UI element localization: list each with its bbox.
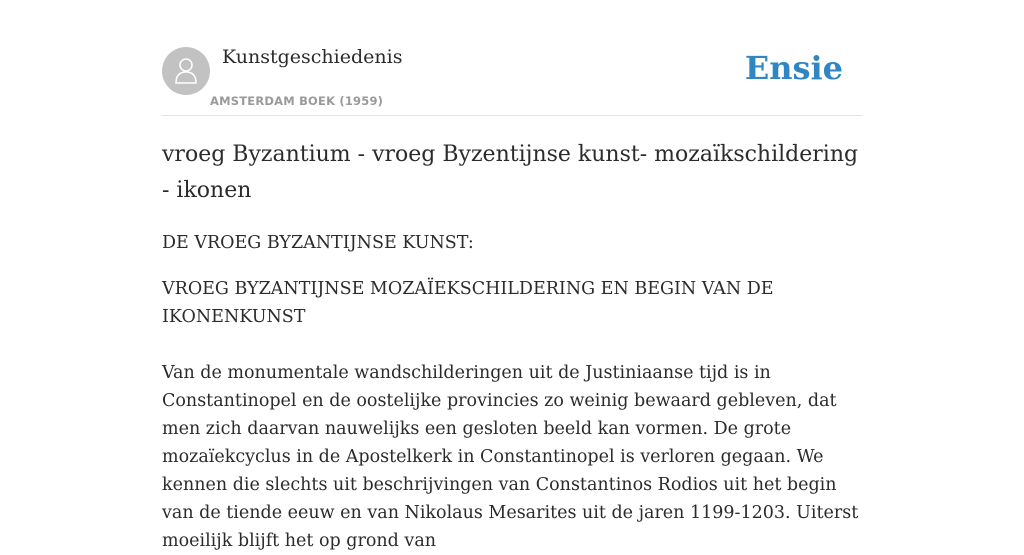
category-link[interactable]: Kunstgeschiedenis bbox=[222, 46, 403, 68]
author-avatar[interactable] bbox=[162, 47, 210, 95]
article-body: Van de monumentale wandschilderingen uit de Justiniaanse tijd is in Constantinopel en de oostelijke provincies zo weinig bewaard gebleven, dat men zich daarvan nauwelijks een gesloten beeld kan vormen. De grote mozaïekcyclus in de Apostelkerk in Constantinopel is verloren gegaan. We kennen die slechts uit beschrijvingen van Constantinos Rodios uit het begin van de tiende eeuw en van Nikolaus Mesarites uit de jaren 1199-1203. Uiterst moeilijk blijft het op grond van bbox=[162, 363, 859, 551]
subsection-heading: VROEG BYZANTIJNSE MOZAÏEKSCHILDERING EN BEGIN VAN DE IKONENKUNST bbox=[162, 279, 774, 327]
header-divider bbox=[162, 115, 862, 116]
source-label: AMSTERDAM BOEK (1959) bbox=[210, 94, 384, 108]
section-heading: DE VROEG BYZANTIJNSE KUNST: bbox=[162, 233, 474, 253]
ensie-logo[interactable]: Ensie bbox=[744, 49, 843, 87]
user-icon bbox=[174, 57, 198, 85]
article-title: vroeg Byzantium - vroeg Byzentijnse kunst- mozaïkschildering - ikonen bbox=[162, 142, 859, 203]
